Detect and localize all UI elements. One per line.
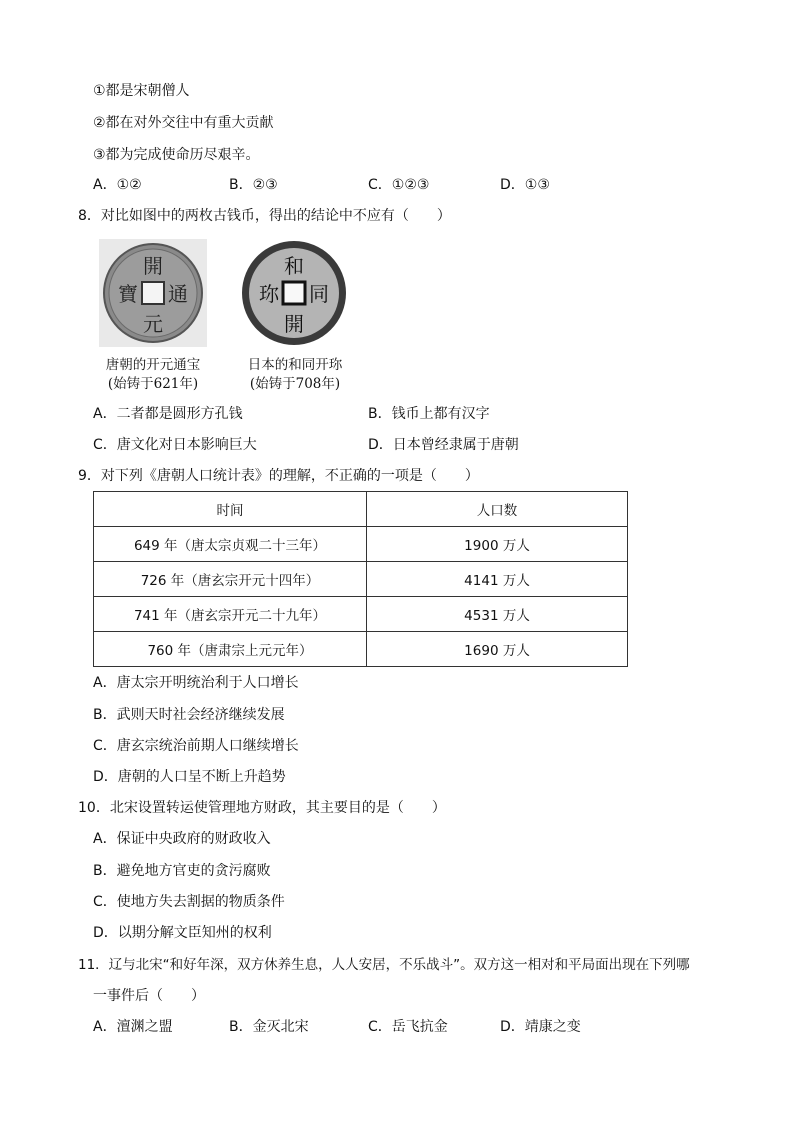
- q11-option-c: C．岳飞抗金: [368, 1019, 448, 1035]
- q7-option-b: B．②③: [229, 177, 278, 193]
- q7-statement-1: ①都是宋朝僧人: [93, 83, 190, 99]
- q11-stem-line1: 11．辽与北宋“和好年深，双方休养生息，人人安居，不乐战斗”。双方这一相对和平局面出现在下列哪: [78, 957, 690, 973]
- q7-option-c: C．①②③: [368, 177, 430, 193]
- q11-option-b: B．金灭北宋: [229, 1019, 309, 1035]
- q9-option-b: B．武则天时社会经济继续发展: [93, 707, 285, 723]
- table-row: [94, 527, 628, 562]
- q11-stem-line2: 一事件后（ ）: [93, 988, 205, 1004]
- q10-option-b: B．避免地方官吏的贪污腐败: [93, 863, 271, 879]
- table-cell-population: 1900 万人: [367, 527, 628, 562]
- table-row: [94, 632, 628, 667]
- q10-option-d: D．以期分解文臣知州的权利: [93, 925, 272, 941]
- q8-stem: 8．对比如图中的两枚古钱币，得出的结论中不应有（ ）: [78, 208, 451, 224]
- coin1-caption-name: 唐朝的开元通宝: [105, 357, 201, 373]
- q10-option-a: A．保证中央政府的财政收入: [93, 831, 271, 847]
- coin1-glyph-top: 開: [143, 254, 163, 278]
- table-cell-population: 4141 万人: [367, 562, 628, 597]
- q10-stem: 10．北宋设置转运使管理地方财政，其主要目的是（ ）: [78, 800, 446, 816]
- table-cell-time: 726 年（唐玄宗开元十四年）: [94, 562, 367, 597]
- q9-option-c: C．唐玄宗统治前期人口继续增长: [93, 738, 299, 754]
- kaiyuan-tongbao-coin-image: [99, 239, 207, 347]
- q9-option-a: A．唐太宗开明统治利于人口增长: [93, 675, 299, 691]
- coin1-caption-date: (始铸于621年): [107, 376, 199, 392]
- table-header-time: 时间: [94, 492, 367, 527]
- table-row: [94, 597, 628, 632]
- q8-option-a: A．二者都是圆形方孔钱: [93, 406, 243, 422]
- q7-statement-2: ②都在对外交往中有重大贡献: [93, 115, 274, 131]
- wado-kaichin-coin-image: [240, 239, 348, 347]
- q8-option-d: D．日本曾经隶属于唐朝: [368, 437, 519, 453]
- table-cell-population: 1690 万人: [367, 632, 628, 667]
- q8-option-b: B．钱币上都有汉字: [368, 406, 490, 422]
- coin2-glyph-bottom: 開: [284, 312, 304, 336]
- coin2-glyph-top: 和: [284, 254, 304, 278]
- q11-option-a: A．澶渊之盟: [93, 1019, 173, 1035]
- q11-option-d: D．靖康之变: [500, 1019, 581, 1035]
- q9-option-d: D．唐朝的人口呈不断上升趋势: [93, 769, 286, 785]
- coin1-glyph-left: 寶: [118, 282, 138, 306]
- table-cell-time: 760 年（唐肃宗上元元年）: [94, 632, 367, 667]
- coin2-caption-name: 日本的和同开珎: [247, 357, 343, 373]
- q9-stem: 9．对下列《唐朝人口统计表》的理解，不正确的一项是（ ）: [78, 468, 479, 484]
- q10-option-c: C．使地方失去割据的物质条件: [93, 894, 285, 910]
- q7-statement-3: ③都为完成使命历尽艰辛。: [93, 147, 260, 163]
- table-header-population: 人口数: [367, 492, 628, 527]
- table-header-row: [94, 492, 628, 527]
- table-cell-time: 741 年（唐玄宗开元二十九年）: [94, 597, 367, 632]
- table-row: [94, 562, 628, 597]
- q7-option-d: D．①③: [500, 177, 550, 193]
- coin1-glyph-right: 通: [168, 282, 188, 306]
- coin2-glyph-left: 珎: [259, 282, 279, 306]
- population-table: [93, 491, 628, 667]
- q8-option-c: C．唐文化对日本影响巨大: [93, 437, 257, 453]
- coin2-glyph-right: 同: [309, 282, 329, 306]
- coin2-caption-date: (始铸于708年): [249, 376, 341, 392]
- table-cell-time: 649 年（唐太宗贞观二十三年）: [94, 527, 367, 562]
- table-cell-population: 4531 万人: [367, 597, 628, 632]
- q7-option-a: A．①②: [93, 177, 142, 193]
- coin1-glyph-bottom: 元: [143, 312, 163, 336]
